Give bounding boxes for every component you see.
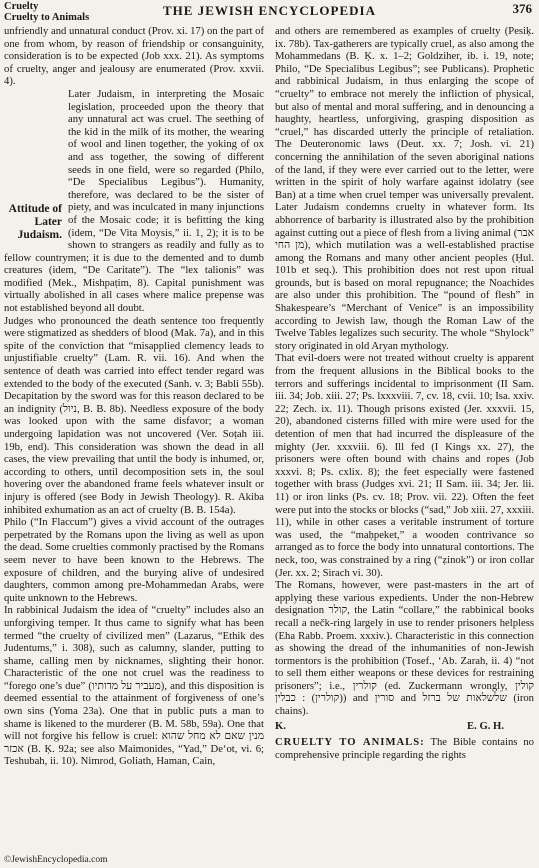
footer: [4, 855, 108, 865]
paragraph: Philo (“In Flaccum”) gives a vivid account of the outrages perpetrated by the Romans upon the living as well as upon the dead. Some cruelties commonly practised by the Romans seem never to have been known to the Hebrews. The exposure of children, and the burying alive of undesired daughters, common among pre-Mohammedan Arabs, were quite unknown to the Hebrews.: [4, 517, 264, 604]
left-column: [4, 26, 264, 769]
paragraph: unfriendly and unnatural conduct (Prov. xi. 17) on the part of one from whom, by reason of friendship or consanguinity, consideration is to be expected (Job xxx. 21). As symptoms of cruelty, anger and jealousy are enumerated (Prov. xxvii. 4).: [4, 26, 264, 88]
running-head-line-1: Cruelty: [4, 1, 39, 12]
entry-text: The Bible contains no comprehensive principle regarding the rights: [275, 737, 534, 761]
entry-title: CRUELTY TO ANIMALS:: [275, 737, 425, 749]
paragraph: In rabbinical Judaism the idea of “cruelty” includes also an unforgiving temper. It thus came to signify what has been termed “the cruelty of civilized men” (Lazarus, “Ethik des Judentums,” i. 308), such as calumny, slander, putting to shame, calling men by nicknames, slighting their honor. Characteristic of the one not cruel was the readiness to “forego one’s due” (מעביר על מדותיו), and this disposition is deemed essential to the attainment of forgiveness of one’s own sins (Yoma 23a). One that in public puts a man to shame is likened to the murderer (B. M. 58b, 59a). One that will not forgive his fellow is cruel: מנין שאם לא מחל שהוא אכזר (B. Ḳ. 92a; see also Maimonides, “Yad,” De‘ot, vi. 6; Teshubah, ii. 10). Nimrod, Goliath, Haman, Cain,: [4, 605, 264, 768]
paragraph: The Romans, however, were past-masters in the art of applying these various expedients. Under the non-Hebrew designation קולר, the Latin “collare,” the rabbinical books recall a nečk-ring largely in use to render prisoners helpless (Eha Rabb. Proem. xxxiv.). Characteristic in this connection as showing the dread of the inhumanities of non-Jewish tormentors is the prohibition (Tosef., ‘Ab. Zarah, ii. 4) “not to sell them either weapons or these devices for restraining prisoners”; i.e., קולרין (ed. Zuckermann wrongly, קולין (קולרין) : כבלין) and סורין and שלשלאות של ברזל (iron chains).: [275, 580, 535, 718]
signature-right: E. G. H.: [467, 720, 504, 732]
page-number: 376: [512, 1, 532, 16]
right-column: [275, 26, 534, 762]
journal-title: THE JEWISH ENCYCLOPEDIA: [163, 3, 376, 18]
paragraph: and others are remembered as examples of cruelty (Pesiḳ. ix. 78b). Tax-gatherers are typically cruel, as also among the Mohammedans (B. Ḳ. x. 1–2; Goldziher, ib. i. 19, note; Philo, “De Specialibus Legibus”; see Publicans). Prophetic and rabbinical Judaism, in thus enlarging the scope of “cruelty” to embrace not merely the infliction of physical, but also of mental and moral suffering, and in denouncing a haughty, heartless, unforgiving, grasping disposition as “cruel,” has discarded utterly the principle of retaliation. The Deuteronomic laws (Deut. xx. 7; Josh. vi. 21) concerning the annihilation of the seven aboriginal nations of the land, if they were ever carried out to the letter, were written in the spirit of holy warfare against idolatry (see Ban) at a time when cruel temper was universally prevalent. Later Judaism condemns cruelty in whatever form. Its abhorrence of barbarity is illustrated also by the prohibition against cutting out a piece of flesh from a living animal (אבר מן החי), which mutilation was a well-established practise among the Romans and many other ancient peoples (Ḥul. 101b et seq.). This prohibition does not rest upon ritual grounds, but is based on moral repugnance; the Noachides are also under this prohibition. The “pound of flesh” in Shakespeare’s “Merchant of Venice” is an impossibility according to Jewish law, though the Roman Law of the Twelve Tables legalizes such security. The whole “Shylock” story originated in old Aryan mythology.: [275, 26, 534, 352]
signature-left: K.: [275, 720, 286, 732]
paragraph: That evil-doers were not treated without cruelty is apparent from the frequent allusions in the Biblical books to the terrors and sufferings incidental to imprisonment (II Sam. iii. 34; Job. xiii. 27; Ps. lxxxviii. 7, cv. 18, cvii. 10; Isa. xxiv. 22; Zech. ix. 11). Though prisons existed (Jer. xxxvii. 15, 20), abandoned cisterns filled with mire were used for the detention of men that had incurred the displeasure of the mighty (Jer. xxxviii. 6). Ill fed (I Kings xx. 27), the prisoners were often bound with chains and ropes (Job xxxvi. 8; Ps. cxlix. 8); the feet especially were fastened together with brass (Judges xvi. 21; II Sam. iii. 34; Jer. lii. 11) or iron links (Ps. cv. 18; Prov. vii. 22). Often the feet were put into the stocks or blocks (“sad,” Job xiii. 27, xxxiii. 11), while in other cases a veritable instrument of torture was used, the “maḥpeket,” a wooden contrivance so arranged as to force the body into unnatural contortions. The neck, too, was constrained by a ring (“ẓinok”) or iron collar (Jer. xx. 2; Sirach vi. 30).: [275, 353, 534, 579]
running-head-line-2: Cruelty to Animals: [4, 12, 90, 23]
author-signature: [275, 721, 534, 734]
new-entry: [275, 737, 534, 762]
paragraph: [4, 89, 264, 316]
paragraph: Judges who pronounced the death sentence too frequently were stigmatized as shedders of blood (Mak. 7a), and in this spite of the conviction that “misapplied clemency leads to unjustifiable cruelty” (Lam. R. vii. 16). And when the sentence of death was carried into effect tender regard was extended to the body of the executed (Sanh. v. 3; Babli 55b). Decapitation by the sword was for this reason declared to be an indignity (ניול, B. B. 8b). Needless exposure of the body was looked upon with the same disfavor; a woman undergoing lapidation was not uncovered (Ver. Soṭah iii. 19b, end). This consideration was shown the dead in all cases, the view prevailing that until the body is inhumed, or, according to others, until decomposition sets in, the soul hovering over the abandoned frame feels whatever insult or injury is offered (see Body in Jewish Theology). R. Akiba inhibited exhumation as an act of cruelty (B. B. 154a).: [4, 315, 264, 516]
copyright-link[interactable]: ©JewishEncyclopedia.com: [4, 855, 108, 865]
paragraph-text: Later Judaism, in interpreting the Mosaic legislation, proceeded upon the theory that any unnatural act was cruel. The seething of the kid in the milk of its mother, the wearing of wool and linen together, the yoking of ox and ass together, the sowing of different seeds in one field, were so regarded (Philo, “De Specialibus Legibus”). Humanity, therefore, was declared to be the sister of piety, and was inculcated in many injunctions of the Mosaic code; it is befitting the king (idem, “De Vita Moysis,” ii. 1, 2); it is to be shown to strangers as readily and fully as to fellow countrymen; it is due to the demented and to dumb creatures (idem, “De Caritate”). The “lex talionis” was modified (Mek., Mishpaṭim, 8). Capital punishment was virtually abolished in all cases where malice prepense was not established beyond all doubt.: [4, 88, 264, 315]
side-heading: Attitude of Later Judaism.: [8, 202, 62, 241]
